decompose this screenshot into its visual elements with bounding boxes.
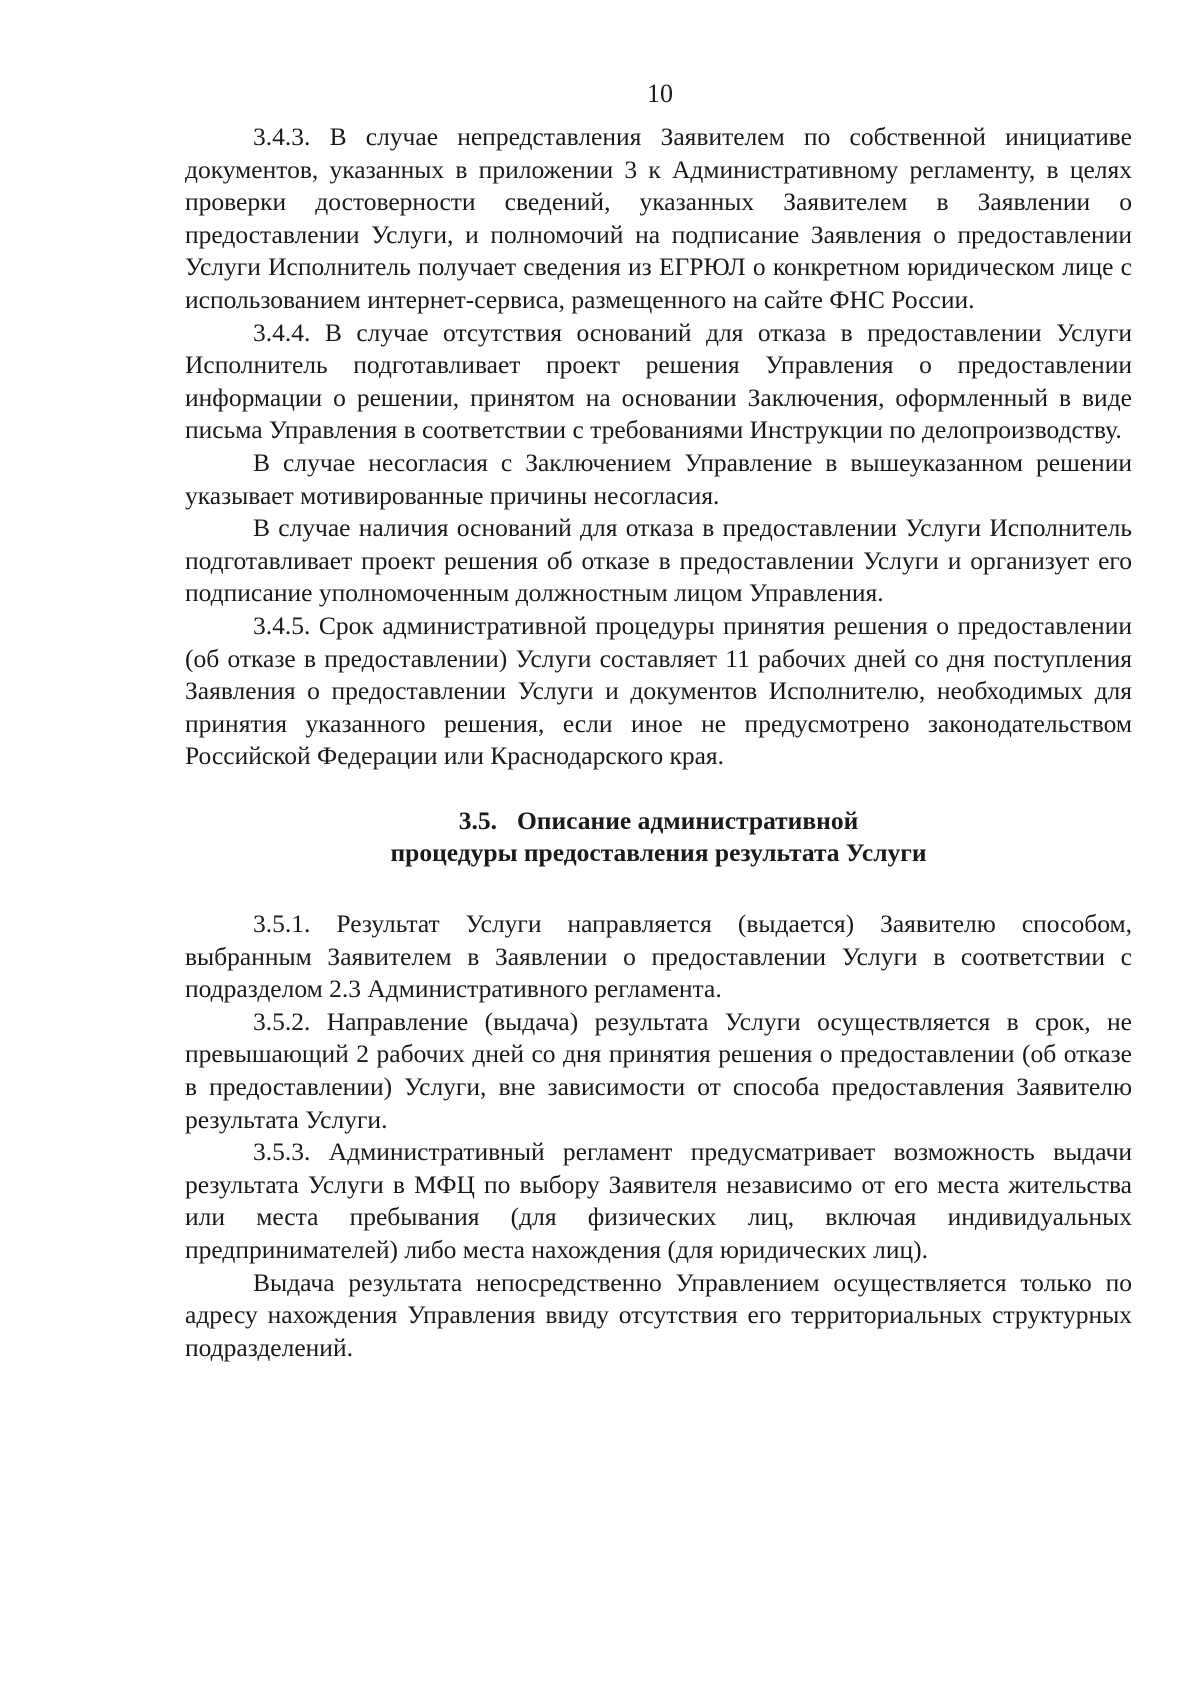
paragraph-direct-issuance: Выдача результата непосредственно Управлением осуществляется только по адресу нахождения Управления ввиду отсутствия его территориальных структурных подразделений.	[185, 1267, 1132, 1362]
section-title-line-2: процедуры предоставления результата Услуги	[390, 838, 927, 868]
paragraph-3-4-5: 3.4.5. Срок административной процедуры принятия решения о предоставлении (об отказе в предоставлении) Услуги составляет 11 рабочих дней со дня поступления Заявления о предоставлении Услуги и документов Исполнителю, необходимых для принятия указанного решения, если иное не предусмотрено законодательством Российской Федерации или Краснодарского края.	[185, 610, 1132, 771]
paragraph-3-5-3: 3.5.3. Административный регламент предусматривает возможность выдачи результата Услуги в МФЦ по выбору Заявителя независимо от его места жительства или места пребывания (для физических лиц, включая индивидуальных предпринимателей) либо места нахождения (для юридических лиц).	[185, 1137, 1132, 1264]
paragraph-3-4-4: 3.4.4. В случае отсутствия оснований для отказа в предоставлении Услуги Исполнитель подготавливает проект решения Управления о предоставлении информации о решении, принятом на основании Заключения, оформленный в виде письма Управления в соответствии с требованиями Инструкции по делопроизводству.	[185, 317, 1132, 445]
section-heading-3-5	[185, 805, 1132, 870]
document-body	[185, 121, 1132, 1364]
paragraph-3-4-3: 3.4.3. В случае непредставления Заявителем по собственной инициативе документов, указанных в приложении 3 к Административному регламенту, в целях проверки достоверности сведений, указанных Заявителем в Заявлении о предоставлении Услуги, и полномочий на подписание Заявления о предоставлении Услуги Исполнитель получает сведения из ЕГРЮЛ о конкретном юридическом лице с использованием интернет-сервиса, размещенного на сайте ФНС России.	[185, 122, 1132, 314]
paragraph-3-5-1: 3.5.1. Результат Услуги направляется (выдается) Заявителю способом, выбранным Заявителем в Заявлении о предоставлении Услуги в соответствии с подразделом 2.3 Административного регламента.	[185, 909, 1132, 1004]
page-number: 10	[647, 79, 673, 108]
section-title-line-1: Описание административной	[516, 805, 859, 835]
section-number: 3.5.	[458, 805, 497, 835]
paragraph-disagreement: В случае несогласия с Заключением Управление в вышеуказанном решении указывает мотивированные причины несогласия.	[185, 447, 1132, 510]
paragraph-3-5-2: 3.5.2. Направление (выдача) результата Услуги осуществляется в срок, не превышающий 2 рабочих дней со дня принятия решения о предоставлении (об отказе в предоставлении) Услуги, вне зависимости от способа предоставления Заявителю результата Услуги.	[185, 1006, 1132, 1134]
paragraph-refusal-grounds: В случае наличия оснований для отказа в предоставлении Услуги Исполнитель подготавливает проект решения об отказе в предоставлении Услуги и организует его подписание уполномоченным должностным лицом Управления.	[185, 513, 1132, 608]
